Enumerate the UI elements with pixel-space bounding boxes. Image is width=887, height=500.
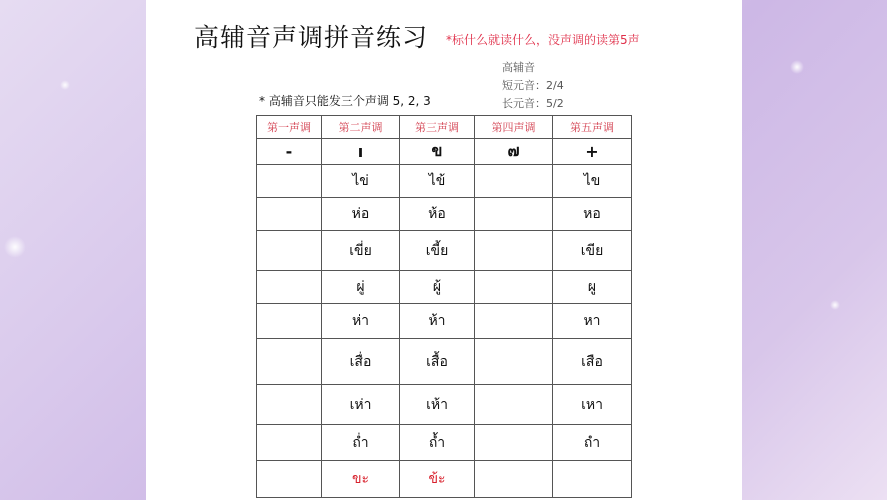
tone-mark-cell: - — [257, 139, 322, 165]
word-cell: เสื่อ — [322, 339, 400, 385]
table-row — [257, 231, 632, 271]
word-cell: ขะ — [322, 461, 400, 498]
table-row — [257, 385, 632, 425]
table-row — [257, 198, 632, 231]
word-cell: ถ้ำ — [400, 425, 475, 461]
word-cell: ผู — [553, 271, 632, 304]
word-cell: เห้า — [400, 385, 475, 425]
word-cell: เขี้ย — [400, 231, 475, 271]
sparkle — [830, 300, 840, 310]
word-cell: ผู้ — [400, 271, 475, 304]
word-cell — [475, 385, 553, 425]
word-cell — [257, 461, 322, 498]
consonant-class-label: 高辅音 — [502, 61, 535, 74]
word-cell — [475, 461, 553, 498]
sparkle — [790, 60, 804, 74]
title-note: *标什么就读什么，没声调的读第5声 — [446, 33, 640, 47]
word-cell: หอ — [553, 198, 632, 231]
slide-page — [146, 0, 742, 500]
word-cell: ห่า — [322, 304, 400, 339]
word-cell: ไข้ — [400, 165, 475, 198]
word-cell: ห้อ — [400, 198, 475, 231]
word-cell: ห่อ — [322, 198, 400, 231]
word-cell — [475, 425, 553, 461]
word-cell — [475, 198, 553, 231]
word-cell — [257, 165, 322, 198]
word-cell — [475, 304, 553, 339]
table-row — [257, 304, 632, 339]
header-cell: 第二声调 — [322, 116, 400, 139]
header-cell: 第三声调 — [400, 116, 475, 139]
table-row — [257, 165, 632, 198]
word-cell: ข้ะ — [400, 461, 475, 498]
word-cell: ถำ — [553, 425, 632, 461]
word-cell — [257, 339, 322, 385]
sparkle — [60, 80, 70, 90]
tone-note: * 高辅音只能发三个声调 5, 2, 3 — [259, 94, 431, 108]
tone-mark-cell: ๗ — [475, 139, 553, 165]
header-cell: 第四声调 — [475, 116, 553, 139]
word-cell: เขีย — [553, 231, 632, 271]
word-cell — [257, 198, 322, 231]
short-vowel-rule: 短元音：2/4 — [502, 79, 564, 92]
word-cell — [257, 231, 322, 271]
header-cell: 第一声调 — [257, 116, 322, 139]
word-cell — [257, 304, 322, 339]
word-cell: เห่า — [322, 385, 400, 425]
word-cell: ไข — [553, 165, 632, 198]
word-cell: ถ่ำ — [322, 425, 400, 461]
tone-mark-cell: ข — [400, 139, 475, 165]
tone-mark-row — [257, 139, 632, 165]
word-cell — [257, 271, 322, 304]
word-cell — [257, 425, 322, 461]
table-row — [257, 339, 632, 385]
word-cell — [257, 385, 322, 425]
page-title: 高辅音声调拼音练习 — [194, 23, 429, 52]
tone-mark-cell: ı — [322, 139, 400, 165]
table-row — [257, 271, 632, 304]
word-cell — [475, 165, 553, 198]
word-cell: เสื้อ — [400, 339, 475, 385]
word-cell: เสือ — [553, 339, 632, 385]
word-cell — [475, 231, 553, 271]
tone-mark-cell: + — [553, 139, 632, 165]
table-row — [257, 425, 632, 461]
sparkle — [4, 236, 26, 258]
word-cell: หา — [553, 304, 632, 339]
word-cell — [475, 271, 553, 304]
word-cell — [553, 461, 632, 498]
word-cell — [475, 339, 553, 385]
table-row — [257, 461, 632, 498]
long-vowel-rule: 长元音：5/2 — [502, 97, 564, 110]
header-cell: 第五声调 — [553, 116, 632, 139]
word-cell: ไข่ — [322, 165, 400, 198]
tone-table — [256, 115, 632, 498]
word-cell: ผู่ — [322, 271, 400, 304]
word-cell: เขี่ย — [322, 231, 400, 271]
word-cell: เหา — [553, 385, 632, 425]
word-cell: ห้า — [400, 304, 475, 339]
header-row — [257, 116, 632, 139]
